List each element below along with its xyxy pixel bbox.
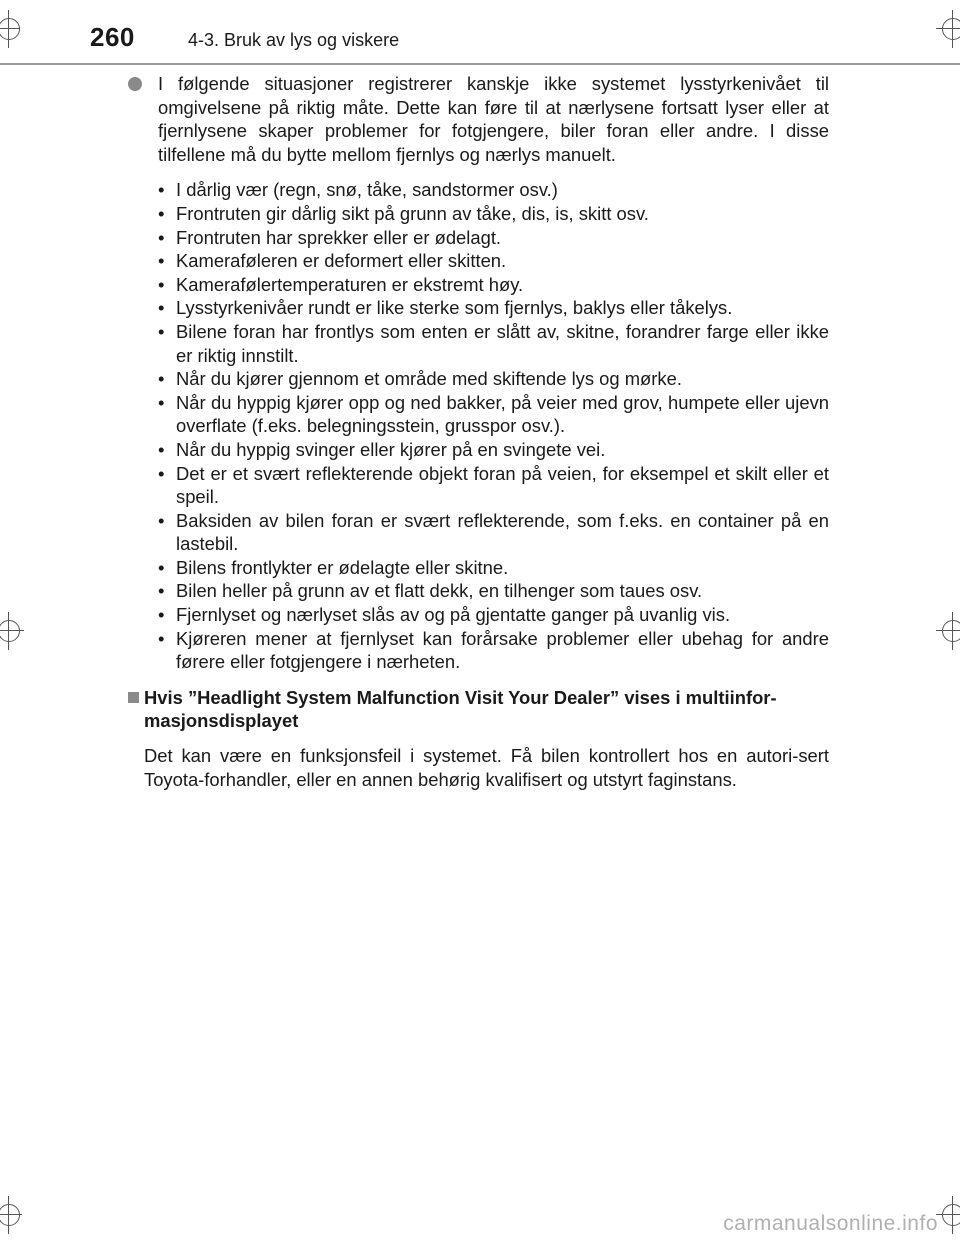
list-item (158, 296, 829, 320)
bullet-dot-icon: • (158, 226, 165, 248)
list-item (158, 320, 829, 367)
bullet-dot-icon: • (158, 297, 165, 319)
list-item (158, 391, 829, 438)
list-item-text: Kamerafølertemperaturen er ekstremt høy. (176, 273, 524, 295)
bullet-dot-icon: • (158, 462, 165, 484)
list-item-text: Når du kjører gjennom et område med skiftende lys og mørke. (176, 368, 682, 390)
list-item-text: Kameraføleren er deformert eller skitten. (176, 250, 507, 272)
condition-list (128, 178, 829, 673)
list-item-text: Frontruten har sprekker eller er ødelagt. (176, 226, 502, 248)
list-item-text: Baksiden av bilen foran er svært reflekterende, som f.eks. en container på en lastebil. (176, 509, 829, 555)
list-item (158, 462, 829, 509)
list-item (158, 178, 829, 202)
bullet-dot-icon: • (158, 556, 165, 578)
watermark: carmanualsonline.info (723, 1212, 938, 1235)
list-item (158, 509, 829, 556)
circle-bullet-icon (128, 77, 142, 91)
list-item-text: Det er et svært reflekterende objekt foran på veien, for eksempel et skilt eller et speil. (176, 462, 829, 508)
square-bullet-icon (128, 692, 139, 703)
bullet-dot-icon: • (158, 627, 165, 649)
page-header (0, 0, 960, 64)
section-subheading (128, 686, 829, 733)
bullet-dot-icon: • (158, 604, 165, 626)
bullet-dot-icon: • (158, 250, 165, 272)
list-item-text: Fjernlyset og nærlyset slås av og på gjentatte ganger på uvanlig vis. (176, 604, 731, 626)
list-item (158, 603, 829, 627)
section-title: 4-3. Bruk av lys og viskere (188, 30, 400, 50)
list-item (158, 249, 829, 273)
bullet-dot-icon: • (158, 368, 165, 390)
list-item-text: I dårlig vær (regn, snø, tåke, sandstormer osv.) (176, 179, 558, 201)
bullet-dot-icon: • (158, 202, 165, 224)
bullet-dot-icon: • (158, 509, 165, 531)
list-item-text: Når du hyppig kjører opp og ned bakker, på veier med grov, humpete eller ujevn overflate (f.eks. belegningsstein, grusspor osv.). (176, 391, 829, 437)
list-item (158, 367, 829, 391)
list-item (158, 627, 829, 674)
list-item (158, 202, 829, 226)
list-item-text: Lysstyrkenivåer rundt er like sterke som fjernlys, baklys eller tåkelys. (176, 297, 733, 319)
page-number: 260 (90, 22, 135, 52)
list-item-text: Bilens frontlykter er ødelagte eller skitne. (176, 556, 509, 578)
bullet-dot-icon: • (158, 273, 165, 295)
bullet-dot-icon: • (158, 320, 165, 342)
list-item-text: Frontruten gir dårlig sikt på grunn av tåke, dis, is, skitt osv. (176, 202, 649, 224)
list-item-text: Bilene foran har frontlys som enten er slått av, skitne, forandrer farge eller ikke er riktig innstilt. (176, 320, 829, 366)
intro-text: I følgende situasjoner registrerer kanskje ikke systemet lysstyrkenivået til omgivelsene på riktig måte. Dette kan føre til at nærlysene fortsatt lyser eller at fjernlysene skaper problemer for fotgjengere, biler foran eller andre. I disse tilfellene må du bytte mellom fjernlys og nærlys manuelt. (158, 73, 829, 165)
page-content (128, 72, 829, 791)
bullet-dot-icon: • (158, 580, 165, 602)
list-item (158, 579, 829, 603)
list-item (158, 226, 829, 250)
bullet-dot-icon: • (158, 438, 165, 460)
malfunction-paragraph: Det kan være en funksjonsfeil i systemet. Få bilen kontrollert hos en autori-sert Toyota-forhandler, eller en annen behørig kvalifisert og utstyrt faginstans. (144, 745, 829, 790)
subheading-text: Hvis ”Headlight System Malfunction Visit Your Dealer” vises i multiinfor-masjonsdisplayet (144, 686, 777, 732)
list-item (158, 556, 829, 580)
list-item-text: Bilen heller på grunn av et flatt dekk, en tilhenger som taues osv. (176, 580, 703, 602)
header-divider (0, 63, 960, 65)
list-item (158, 438, 829, 462)
bullet-dot-icon: • (158, 391, 165, 413)
list-item-text: Når du hyppig svinger eller kjører på en svingete vei. (176, 438, 606, 460)
intro-paragraph (128, 72, 829, 166)
bullet-dot-icon: • (158, 179, 165, 201)
list-item (158, 273, 829, 297)
list-item-text: Kjøreren mener at fjernlyset kan forårsake problemer eller ubehag for andre førere eller fotgjengere i nærheten. (176, 627, 829, 673)
